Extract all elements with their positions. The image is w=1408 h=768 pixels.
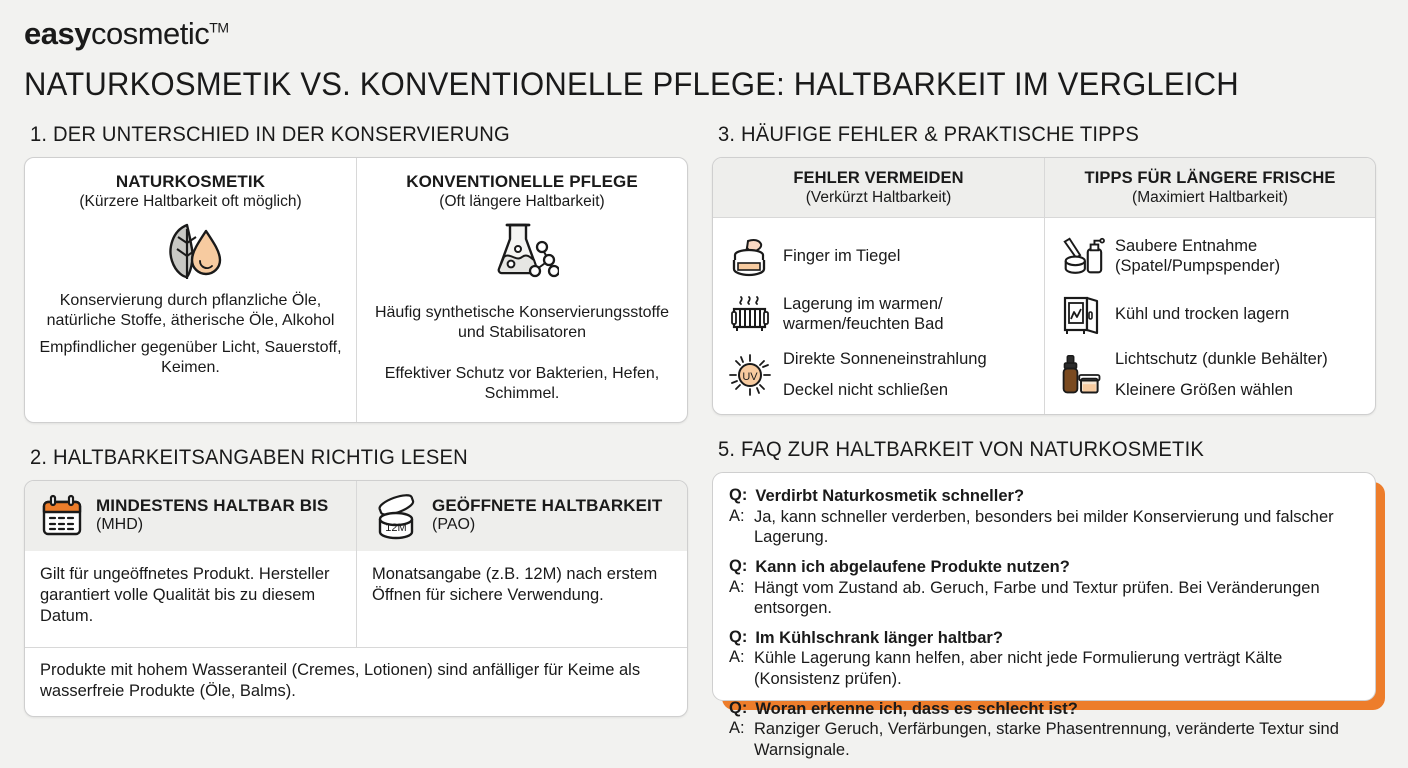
list-item-label: Kleinere Größen wählen: [1115, 380, 1293, 399]
brand-trademark-symbol: TM: [209, 19, 229, 36]
page-title: NATURKOSMETIK VS. KONVENTIONELLE PFLEGE: HALTBARKEIT IM VERGLEICH: [24, 66, 1239, 102]
light-protection-labels: [1115, 350, 1328, 401]
faq-answer-line: [729, 507, 1359, 548]
pao-header: [357, 481, 687, 551]
section-2-heading: 2. HALTBARKEITSANGABEN RICHTIG LESEN: [30, 446, 468, 469]
conventional-care-body-2: Effektiver Schutz vor Bakterien, Hefen, Schimmel.: [384, 365, 660, 402]
faq-q-label: Q:: [729, 556, 748, 575]
mhd-abbrev: (MHD): [96, 516, 144, 534]
natural-cosmetics-subtitle: (Kürzere Haltbarkeit oft möglich): [79, 193, 302, 210]
faq-item: [729, 699, 1359, 761]
list-item-label: Kühl und trocken lagern: [1115, 305, 1290, 324]
mistakes-list: [713, 218, 1044, 414]
list-item: [1059, 228, 1365, 286]
faq-question-line: [729, 486, 1359, 507]
list-item-label: Deckel nicht schließen: [783, 380, 949, 399]
mhd-body: Gilt für ungeöffnetes Produkt. Hersteller garantiert volle Qualität bis zu diesem Datum.: [40, 565, 330, 626]
section-1-heading: 1. DER UNTERSCHIED IN DER KONSERVIERUNG: [30, 123, 510, 146]
brand-logo: [24, 18, 1384, 54]
faq-a-label: A:: [729, 648, 745, 667]
faq-question: Im Kühlschrank länger haltbar?: [755, 628, 1003, 647]
faq-card: [712, 472, 1376, 759]
section-2-card: [24, 480, 688, 717]
mhd-cell: [25, 481, 356, 647]
faq-a-label: A:: [729, 719, 745, 738]
conventional-care-title: KONVENTIONELLE PFLEGE: [406, 172, 638, 191]
list-item: [1059, 286, 1365, 344]
tips-title: TIPPS FÜR LÄNGERE FRISCHE: [1084, 169, 1336, 187]
natural-cosmetics-column: [25, 158, 356, 422]
pao-body: Monatsangabe (z.B. 12M) nach erstem Öffnen für sichere Verwendung.: [372, 565, 658, 605]
conventional-care-subtitle: (Oft längere Haltbarkeit): [439, 193, 605, 210]
left-column: [24, 123, 688, 717]
faq-question: Kann ich abgelaufene Produkte nutzen?: [755, 557, 1070, 576]
faq-q-label: Q:: [729, 486, 748, 504]
list-item: [1059, 344, 1365, 406]
faq-answer-line: [729, 648, 1359, 689]
section-3-card: [712, 157, 1376, 415]
faq-item: [729, 486, 1359, 548]
section-5-heading: 5. FAQ ZUR HALTBARKEIT VON NATURKOSMETIK: [718, 438, 1204, 461]
list-item-label: Lagerung im warmen/ warmen/feuchten Bad: [783, 295, 944, 333]
brand-logo-bold: easy: [24, 16, 91, 51]
faq-answer: Ja, kann schneller verderben, besonders bei milder Konservierung und falscher Lagerung.: [754, 507, 1334, 547]
faq-item: [729, 628, 1359, 690]
faq-question: Woran erkenne ich, dass es schlecht ist?: [755, 699, 1078, 718]
mhd-header: [25, 481, 356, 551]
faq-answer: Kühle Lagerung kann helfen, aber nicht jede Formulierung verträgt Kälte (Konsistenz prüfen).: [754, 649, 1283, 688]
spatula-pump-icon: [1059, 235, 1105, 279]
fridge-icon: [1059, 293, 1105, 337]
natural-cosmetics-body-1: Konservierung durch pflanzliche Öle, natürliche Stoffe, ätherische Öle, Alkohol: [46, 292, 335, 329]
conventional-care-body-1: Häufig synthetische Konservierungsstoffe und Stabilisatoren: [374, 304, 670, 341]
flask-molecule-icon: [485, 219, 559, 281]
section-2-footnote: Produkte mit hohem Wasseranteil (Cremes, Lotionen) sind anfälliger für Keime als wasserfreie Produkte (Öle, Balms).: [25, 647, 687, 716]
mhd-title-group: [96, 497, 328, 534]
faq-question-line: [729, 557, 1359, 578]
section-2-row: [25, 481, 687, 647]
list-item-label: Lichtschutz (dunkle Behälter): [1115, 349, 1328, 368]
faq-q-label: Q:: [729, 698, 748, 717]
brand-logo-light: cosmetic: [90, 16, 210, 51]
mistakes-title: FEHLER VERMEIDEN: [793, 169, 964, 187]
list-item-label: Saubere Entnahme (Spatel/Pumpspender): [1115, 237, 1281, 275]
faq-wrapper: [712, 472, 1376, 759]
open-jar-pao-icon: [371, 492, 421, 540]
faq-question: Verdirbt Naturkosmetik schneller?: [755, 487, 1025, 505]
content-columns: [24, 123, 1384, 759]
mhd-title: MINDESTENS HALTBAR BIS: [96, 496, 329, 516]
tips-list: [1044, 218, 1375, 414]
uv-related-labels: [783, 350, 987, 401]
pao-icon-label: 12M: [385, 522, 407, 534]
pao-cell: [356, 481, 687, 647]
list-item-label: Finger im Tiegel: [783, 247, 901, 266]
section-3-body-row: [713, 218, 1375, 414]
list-item: [727, 344, 1034, 406]
section-3-header-row: [713, 158, 1375, 218]
tips-subtitle: (Maximiert Haltbarkeit): [1132, 189, 1288, 206]
faq-answer: Hängt vom Zustand ab. Geruch, Farbe und Textur prüfen. Bei Veränderungen entsorgen.: [754, 578, 1320, 618]
calendar-icon: [39, 493, 85, 539]
conventional-care-column: [356, 158, 687, 422]
faq-question-line: [729, 628, 1359, 649]
pao-title-group: [432, 497, 662, 534]
tips-header: [1044, 158, 1375, 217]
dark-bottle-jar-icon: [1059, 351, 1105, 399]
list-item-label: Direkte Sonneneinstrahlung: [783, 349, 987, 368]
pao-title: GEÖFFNETE HALTBARKEIT: [432, 496, 663, 516]
faq-question-line: [729, 699, 1359, 720]
leaf-droplet-icon: [154, 219, 228, 281]
uv-sun-icon: [727, 352, 773, 398]
pao-abbrev: (PAO): [432, 516, 476, 534]
faq-answer-line: [729, 578, 1359, 619]
natural-cosmetics-title: NATURKOSMETIK: [115, 172, 266, 191]
section-1-card: [24, 157, 688, 423]
finger-in-jar-icon: [727, 235, 773, 279]
radiator-icon: [727, 293, 773, 337]
uv-icon-label: UV: [742, 371, 758, 383]
natural-cosmetics-body-2: Empfindlicher gegenüber Licht, Sauerstoff, Keimen.: [39, 339, 342, 376]
list-item: [727, 228, 1034, 286]
faq-item: [729, 557, 1359, 619]
faq-a-label: A:: [729, 577, 745, 596]
faq-q-label: Q:: [729, 627, 748, 646]
faq-answer-line: [729, 719, 1359, 760]
list-item: [727, 286, 1034, 344]
faq-a-label: A:: [729, 506, 745, 525]
section-3-heading: 3. HÄUFIGE FEHLER & PRAKTISCHE TIPPS: [718, 123, 1140, 146]
faq-answer: Ranziger Geruch, Verfärbungen, starke Phasentrennung, veränderte Textur sind Warnsignale.: [754, 720, 1339, 759]
right-column: [712, 123, 1376, 759]
mistakes-subtitle: (Verkürzt Haltbarkeit): [805, 189, 952, 206]
mistakes-header: [713, 158, 1044, 217]
